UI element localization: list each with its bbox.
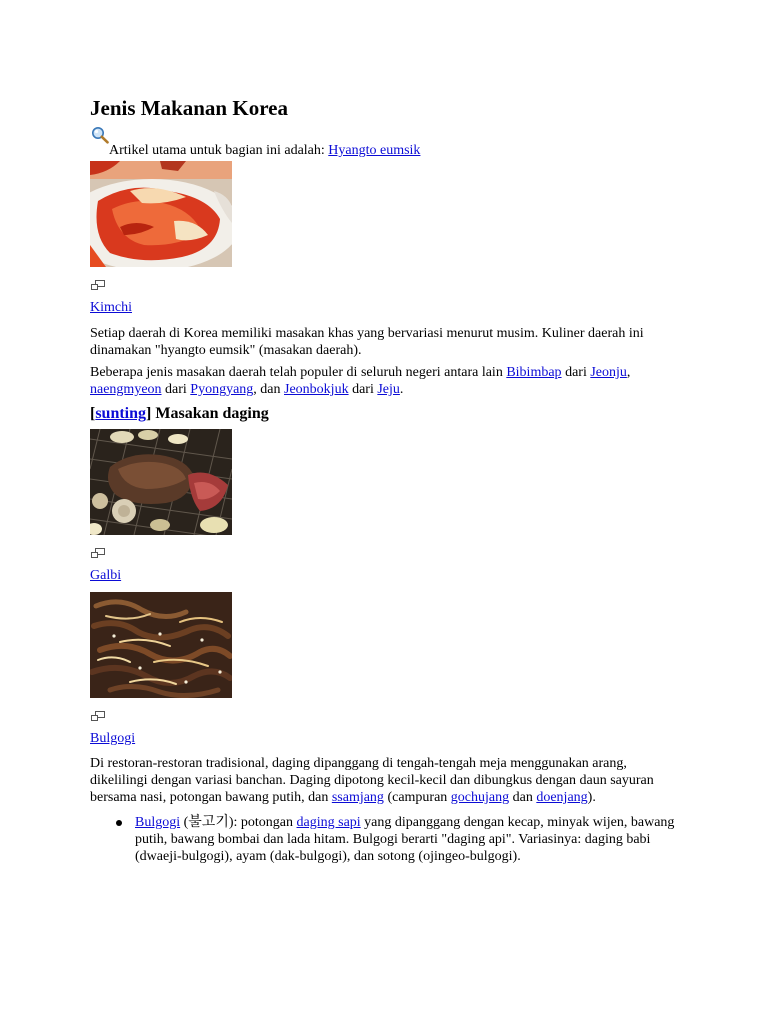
pyongyang-link[interactable]: Pyongyang	[190, 382, 254, 397]
enlarge-icon[interactable]	[90, 710, 106, 722]
text-span: dari	[561, 365, 591, 380]
jeju-link[interactable]: Jeju	[377, 382, 400, 397]
text-span: , dan	[253, 382, 285, 397]
naengmyeon-link[interactable]: naengmyeon	[90, 382, 162, 397]
galbi-figure	[90, 429, 680, 584]
text-span: .	[399, 382, 404, 397]
text-span: dari	[348, 382, 378, 397]
kimchi-figure	[90, 161, 680, 316]
meat-section-heading	[90, 404, 680, 424]
text-span: yang dipanggang dengan kecap, minyak wijen, bawang putih, bawang bombai dan lada hitam. Bulgogi berarti "daging api". Variasinya: daging babi (dwaeji-bulgogi), ayam (dak-bulgogi), dan sotong (ojingeo-bulgogi).	[135, 815, 675, 864]
edit-section-link[interactable]: sunting	[95, 405, 147, 422]
meat-dishes-list	[90, 814, 680, 865]
bulgogi-caption-link[interactable]: Bulgogi	[90, 731, 136, 746]
main-article-hatnote	[109, 142, 680, 159]
magnifier-icon	[90, 126, 110, 144]
hatnote-text: Artikel utama untuk bagian ini adalah:	[109, 143, 329, 158]
bibimbap-link[interactable]: Bibimbap	[506, 365, 562, 380]
intro-paragraph: Setiap daerah di Korea memiliki masakan khas yang bervariasi menurut musim. Kuliner daerah ini dinamakan "hyangto eumsik" (masakan daerah).	[90, 326, 644, 358]
text-span: ).	[587, 790, 596, 805]
enlarge-icon[interactable]	[90, 547, 106, 559]
regional-dishes-paragraph	[90, 364, 680, 398]
text-span: Di restoran-restoran tradisional, daging dipanggang di tengah-tengah meja menggunakan arang, dikelilingi dengan variasi banchan. Daging dipotong kecil-kecil dan dibungkus dengan daun sayuran bersama nasi, potongan bawang putih, dan	[90, 756, 654, 805]
bulgogi-link[interactable]: Bulgogi	[135, 815, 181, 830]
bracket: [	[90, 405, 96, 422]
text-span: dari	[161, 382, 191, 397]
text-span: (불고기): potongan	[180, 815, 297, 830]
ssamjang-link[interactable]: ssamjang	[331, 790, 384, 805]
bracket: ]	[146, 405, 152, 422]
jeonju-link[interactable]: Jeonju	[590, 365, 627, 380]
galbi-caption-link[interactable]: Galbi	[90, 568, 122, 583]
jeonbokjuk-link[interactable]: Jeonbokjuk	[284, 382, 349, 397]
text-span: Beberapa jenis masakan daerah telah populer di seluruh negeri antara lain	[90, 365, 507, 380]
kimchi-caption-link[interactable]: Kimchi	[90, 300, 132, 315]
text-span: dan	[509, 790, 537, 805]
text-span: ,	[626, 365, 631, 380]
kimchi-image[interactable]	[90, 161, 232, 267]
article	[90, 95, 680, 865]
enlarge-icon[interactable]	[90, 279, 106, 291]
daging-sapi-link[interactable]: daging sapi	[296, 815, 361, 830]
hyangto-eumsik-link[interactable]: Hyangto eumsik	[328, 143, 421, 158]
gochujang-link[interactable]: gochujang	[450, 790, 510, 805]
text-span: (campuran	[383, 790, 451, 805]
galbi-image[interactable]	[90, 429, 232, 535]
list-item	[135, 814, 680, 865]
doenjang-link[interactable]: doenjang	[536, 790, 588, 805]
section-title: Jenis Makanan Korea	[90, 96, 288, 120]
meat-paragraph	[90, 755, 680, 806]
bulgogi-image[interactable]	[90, 592, 232, 698]
bulgogi-figure	[90, 592, 680, 747]
meat-section-title: Masakan daging	[151, 405, 269, 422]
